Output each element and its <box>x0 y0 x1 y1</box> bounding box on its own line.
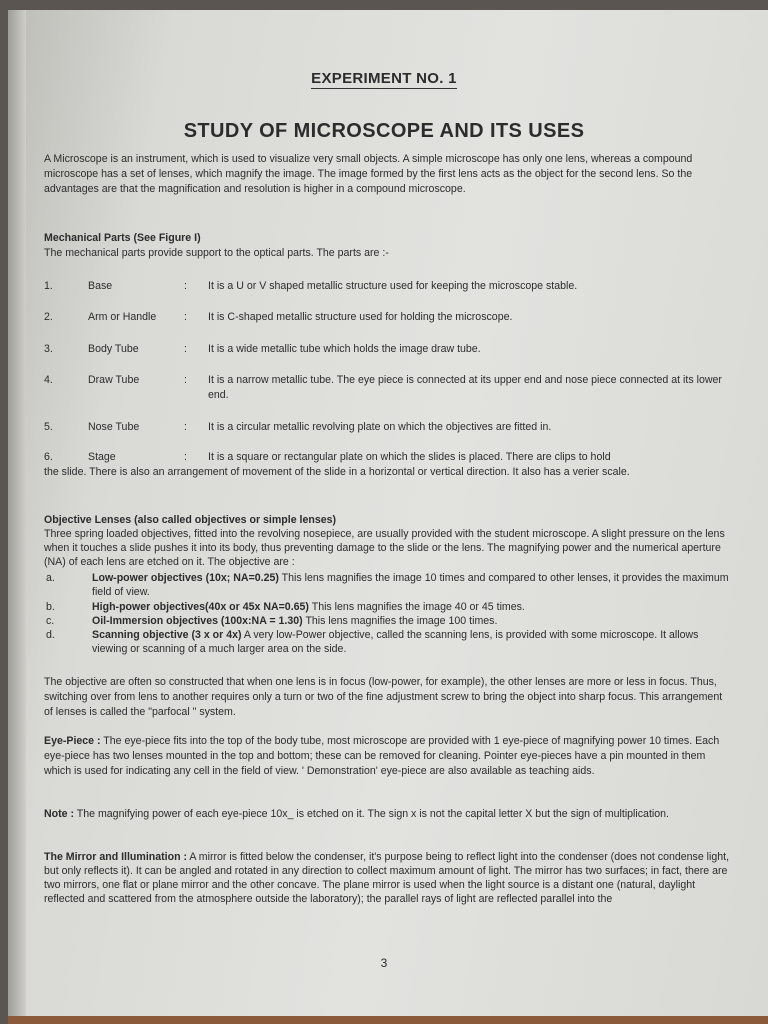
item-name: Nose Tube <box>88 421 140 433</box>
lens-name: High-power objectives(40x or 45x NA=0.65) <box>92 601 309 613</box>
lens-label: c. <box>46 615 55 627</box>
mirror-text: A mirror is fitted below the condenser, it's purpose being to reflect light into the condenser (does not condense light, but only reflects it). It can be angled and rotated in any direction to collect maximum amount of light. The mirror has two surfaces; in fact, there are two mirrors, one flat or plane mirror and the other concave. The plane mirror is used when the light source is a distant one (natural, daylight reflected and scattered from the atmosphere outside the laboratory); the parallel rays of light are reflected parallel into the <box>44 851 730 905</box>
lens-name: Low-power objectives (10x; NA=0.25) <box>92 572 279 584</box>
experiment-title: EXPERIMENT NO. 1 <box>311 70 457 87</box>
page-number: 3 <box>380 956 388 970</box>
item-colon: : <box>184 343 187 355</box>
item-description: It is a U or V shaped metallic structure used for keeping the microscope stable. <box>208 280 578 292</box>
item-name: Body Tube <box>88 343 139 355</box>
item-number: 5. <box>44 421 53 433</box>
lens-description: This lens magnifies the image 40 or 45 times. <box>308 601 525 613</box>
item-colon: : <box>184 421 187 433</box>
eyepiece-text: The eye-piece fits into the top of the body tube, most microscope are provided with 1 eye-piece of magnifying power 10 times. Each eye-piece has two lenses mounted in the top and bottom; these can be removed for cleaning. Pointer eye-pieces have a pin mounted in them which is used for indicating any cell in the field of view. ' Demonstration' eye-piece are also available as teaching aids. <box>44 735 720 777</box>
lens-name: Scanning objective (3 x or 4x) <box>92 629 242 641</box>
item-colon: : <box>184 280 187 292</box>
parfocal-paragraph: The objective are often so constructed that when one lens is in focus (low-power, for example), the other lenses are more or less in focus. Thus, switching over from lens to another requires only a turn or two of the fine adjustment screw to bring the object into sharp focus. This arrangement of lenses is called the "parfocal " system. <box>44 676 723 718</box>
eyepiece-heading: Eye-Piece : <box>44 735 101 747</box>
item-colon: : <box>184 451 187 463</box>
bottom-edge <box>8 1016 768 1024</box>
item-number: 6. <box>44 451 53 463</box>
main-title: STUDY OF MICROSCOPE AND ITS USES <box>183 120 585 142</box>
item-description: It is a circular metallic revolving plate on which the objectives are fitted in. <box>208 421 552 433</box>
lens-name: Oil-Immersion objectives (100x:NA = 1.30) <box>92 615 303 627</box>
item-description: It is C-shaped metallic structure used for holding the microscope. <box>208 311 513 323</box>
item-number: 4. <box>44 374 53 386</box>
item-colon: : <box>184 311 187 323</box>
item-name: Arm or Handle <box>88 311 157 323</box>
item-description: It is a square or rectangular plate on which the slides is placed. There are clips to hold <box>208 451 611 463</box>
item-name: Stage <box>88 451 116 463</box>
mechanical-heading: Mechanical Parts (See Figure I) <box>44 232 201 244</box>
lens-description: This lens magnifies the image 10 times and compared to other lenses, it provides the maximum field of view. <box>92 572 729 598</box>
mirror-paragraph <box>44 850 730 906</box>
lens-label: a. <box>46 572 55 584</box>
objective-heading: Objective Lenses (also called objectives or simple lenses) <box>44 514 337 526</box>
item-number: 2. <box>44 311 53 323</box>
item-colon: : <box>184 374 187 386</box>
item-name: Base <box>88 280 113 292</box>
lens-label: b. <box>46 601 55 613</box>
note-text: The magnifying power of each eye-piece 10x_ is etched on it. The sign x is not the capital letter X but the sign of multiplication. <box>74 808 669 820</box>
lens-description: A very low-Power objective, called the scanning lens, is provided with some microscope. It allows viewing or scanning of a much larger area on the side. <box>92 629 699 655</box>
item-number: 1. <box>44 280 53 292</box>
item-name: Draw Tube <box>88 374 140 386</box>
intro-paragraph: A Microscope is an instrument, which is used to visualize very small objects. A simple microscope has only one lens, whereas a compound microscope has a set of lenses, which magnify the image. The image formed by the first lens acts as the object for the second lens. So the advantages are that the magnification and resolution is higher in a compound microscope. <box>44 153 693 195</box>
objective-text: Three spring loaded objectives, fitted into the revolving nosepiece, are usually provided with the student microscope. A slight pressure on the lens when it touches a slide pushes it into its body, thus preventing damage to the slide or the lens. The magnifying power and the numerical aperture (NA) of each lens are etched on it. The objective are : <box>44 528 725 568</box>
item-description: It is a wide metallic tube which holds the image draw tube. <box>208 343 481 355</box>
note-heading: Note : <box>44 808 75 820</box>
stage-continued: the slide. There is also an arrangement of movement of the slide in a horizontal or vertical direction. It also has a verier scale. <box>44 466 630 478</box>
lens-description: This lens magnifies the image 100 times. <box>302 615 498 627</box>
mechanical-text: The mechanical parts provide support to the optical parts. The parts are :- <box>44 247 389 259</box>
lens-label: d. <box>46 629 55 641</box>
note-paragraph <box>44 807 730 822</box>
mirror-heading: The Mirror and Illumination : <box>44 851 188 863</box>
item-description: It is a narrow metallic tube. The eye piece is connected at its upper end and nose piece connected at its lower end. <box>208 374 722 401</box>
item-number: 3. <box>44 343 53 355</box>
eyepiece-paragraph <box>44 734 730 779</box>
